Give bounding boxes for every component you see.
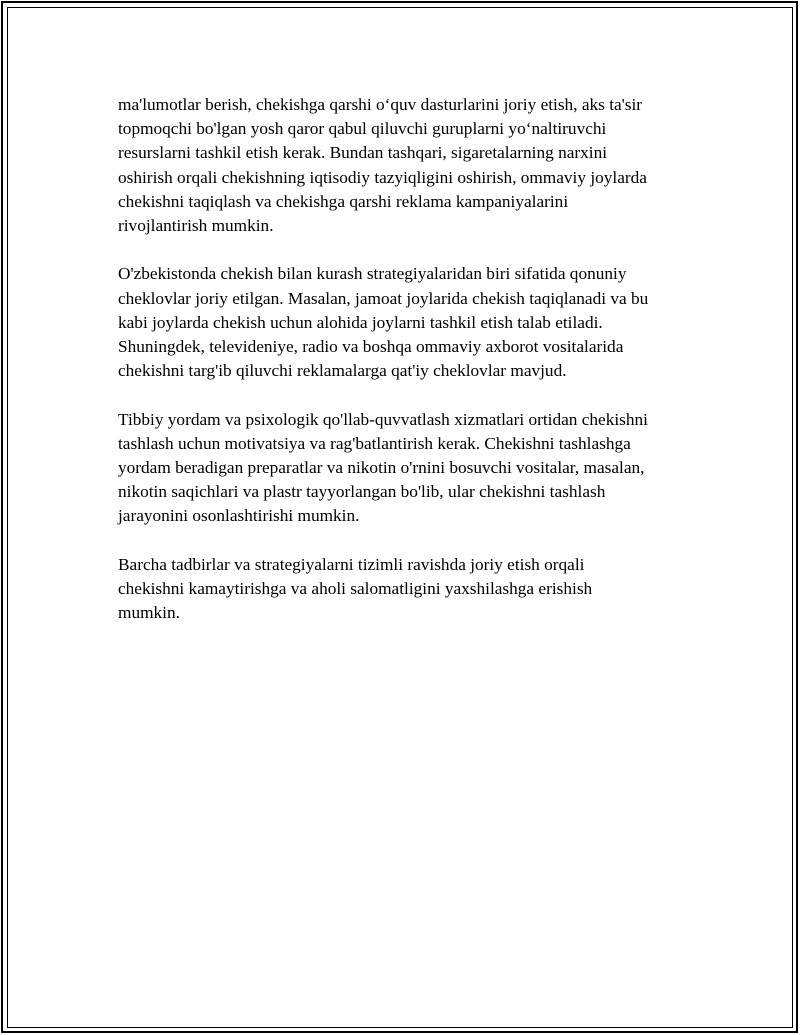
text-line: Shuningdek, televideniye, radio va boshqa ommaviy axborot vositalarida [118, 337, 624, 357]
paragraph-4 [118, 553, 698, 626]
text-line: chekishni kamaytirishga va aholi salomatligini yaxshilashga erishish [118, 579, 593, 599]
text-line: oshirish orqali chekishning iqtisodiy tazyiqligini oshirish, ommaviy joylarda [118, 167, 647, 187]
text-line: chekishni targ'ib qiluvchi reklamalarga qat'iy cheklovlar mavjud. [118, 361, 567, 381]
text-line: Barcha tadbirlar va strategiyalarni tizimli ravishda joriy etish orqali [118, 554, 585, 574]
text-line: yordam beradigan preparatlar va nikotin o'rnini bosuvchi vositalar, masalan, [118, 458, 645, 478]
text-line: jarayonini osonlashtirishi mumkin. [118, 506, 360, 526]
text-line: nikotin saqichlari va plastr tayyorlangan bo'lib, ular chekishni tashlash [118, 482, 606, 502]
text-line: ma'lumotlar berish, chekishga qarshi oʻquv dasturlarini joriy etish, aks ta'sir [118, 95, 643, 114]
text-line: kabi joylarda chekish uchun alohida joylarni tashkil etish talab etiladi. [118, 312, 603, 332]
document-body [118, 93, 698, 650]
text-line: cheklovlar joriy etilgan. Masalan, jamoat joylarida chekish taqiqlanadi va bu [118, 288, 649, 308]
paragraph-1 [118, 93, 698, 238]
text-line: mumkin. [118, 603, 180, 623]
text-line: rivojlantirish mumkin. [118, 216, 274, 236]
paragraph-2 [118, 262, 698, 383]
text-line: Tibbiy yordam va psixologik qo'llab-quvvatlash xizmatlari ortidan chekishni [118, 409, 648, 429]
text-line: O'zbekistonda chekish bilan kurash strategiyalaridan biri sifatida qonuniy [118, 264, 627, 284]
text-line: topmoqchi bo'lgan yosh qaror qabul qiluvchi guruplarni yoʻnaltiruvchi [118, 119, 607, 139]
text-line: tashlash uchun motivatsiya va rag'batlantirish kerak. Chekishni tashlashga [118, 433, 631, 453]
text-line: chekishni taqiqlash va chekishga qarshi reklama kampaniyalarini [118, 191, 569, 211]
text-line: resurslarni tashkil etish kerak. Bundan tashqari, sigaretalarning narxini [118, 143, 608, 163]
paragraph-3 [118, 408, 698, 529]
